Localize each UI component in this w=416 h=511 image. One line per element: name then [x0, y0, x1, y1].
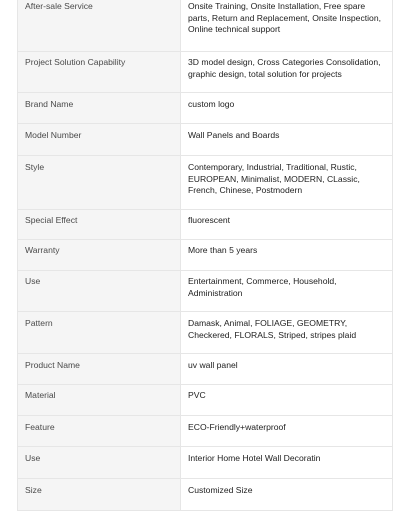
table-row	[18, 385, 393, 416]
spec-label-warranty: Warranty	[18, 240, 181, 271]
spec-value-use: Entertainment, Commerce, Household, Administration	[181, 271, 393, 312]
spec-label-brand-name: Brand Name	[18, 93, 181, 124]
spec-value-brand-name: custom logo	[181, 93, 393, 124]
spec-value-style: Contemporary, Industrial, Traditional, Rustic, EUROPEAN, Minimalist, MODERN, CLassic, French, Chinese, Postmodern	[181, 156, 393, 210]
table-row	[18, 240, 393, 271]
table-row	[18, 156, 393, 210]
spec-value-feature: ECO-Friendly+waterproof	[181, 416, 393, 447]
table-row	[18, 93, 393, 124]
table-row	[18, 124, 393, 156]
table-row	[18, 416, 393, 447]
product-spec-table	[17, 0, 393, 511]
table-row	[18, 447, 393, 479]
table-row	[18, 479, 393, 511]
spec-label-special-effect: Special Effect	[18, 210, 181, 240]
spec-label-after-sale-service: After-sale Service	[18, 0, 181, 52]
spec-label-product-name: Product Name	[18, 354, 181, 385]
spec-value-pattern: Damask, Animal, FOLIAGE, GEOMETRY, Checkered, FLORALS, Striped, stripes plaid	[181, 312, 393, 354]
spec-label-pattern: Pattern	[18, 312, 181, 354]
spec-value-size: Customized Size	[181, 479, 393, 511]
spec-label-project-solution-capability: Project Solution Capability	[18, 52, 181, 93]
spec-value-model-number: Wall Panels and Boards	[181, 124, 393, 156]
table-row	[18, 52, 393, 93]
spec-label-use: Use	[18, 271, 181, 312]
table-row	[18, 271, 393, 312]
spec-label-use-2: Use	[18, 447, 181, 479]
spec-value-material: PVC	[181, 385, 393, 416]
table-row	[18, 0, 393, 52]
table-row	[18, 312, 393, 354]
spec-value-special-effect: fluorescent	[181, 210, 393, 240]
spec-value-product-name: uv wall panel	[181, 354, 393, 385]
spec-label-style: Style	[18, 156, 181, 210]
spec-label-model-number: Model Number	[18, 124, 181, 156]
spec-label-size: Size	[18, 479, 181, 511]
table-row	[18, 354, 393, 385]
spec-value-use-2: Interior Home Hotel Wall Decoratin	[181, 447, 393, 479]
spec-value-project-solution-capability: 3D model design, Cross Categories Consolidation, graphic design, total solution for projects	[181, 52, 393, 93]
table-row	[18, 210, 393, 240]
spec-label-feature: Feature	[18, 416, 181, 447]
spec-value-warranty: More than 5 years	[181, 240, 393, 271]
spec-value-after-sale-service: Onsite Training, Onsite Installation, Free spare parts, Return and Replacement, Onsite Inspection, Online technical support	[181, 0, 393, 52]
spec-label-material: Material	[18, 385, 181, 416]
